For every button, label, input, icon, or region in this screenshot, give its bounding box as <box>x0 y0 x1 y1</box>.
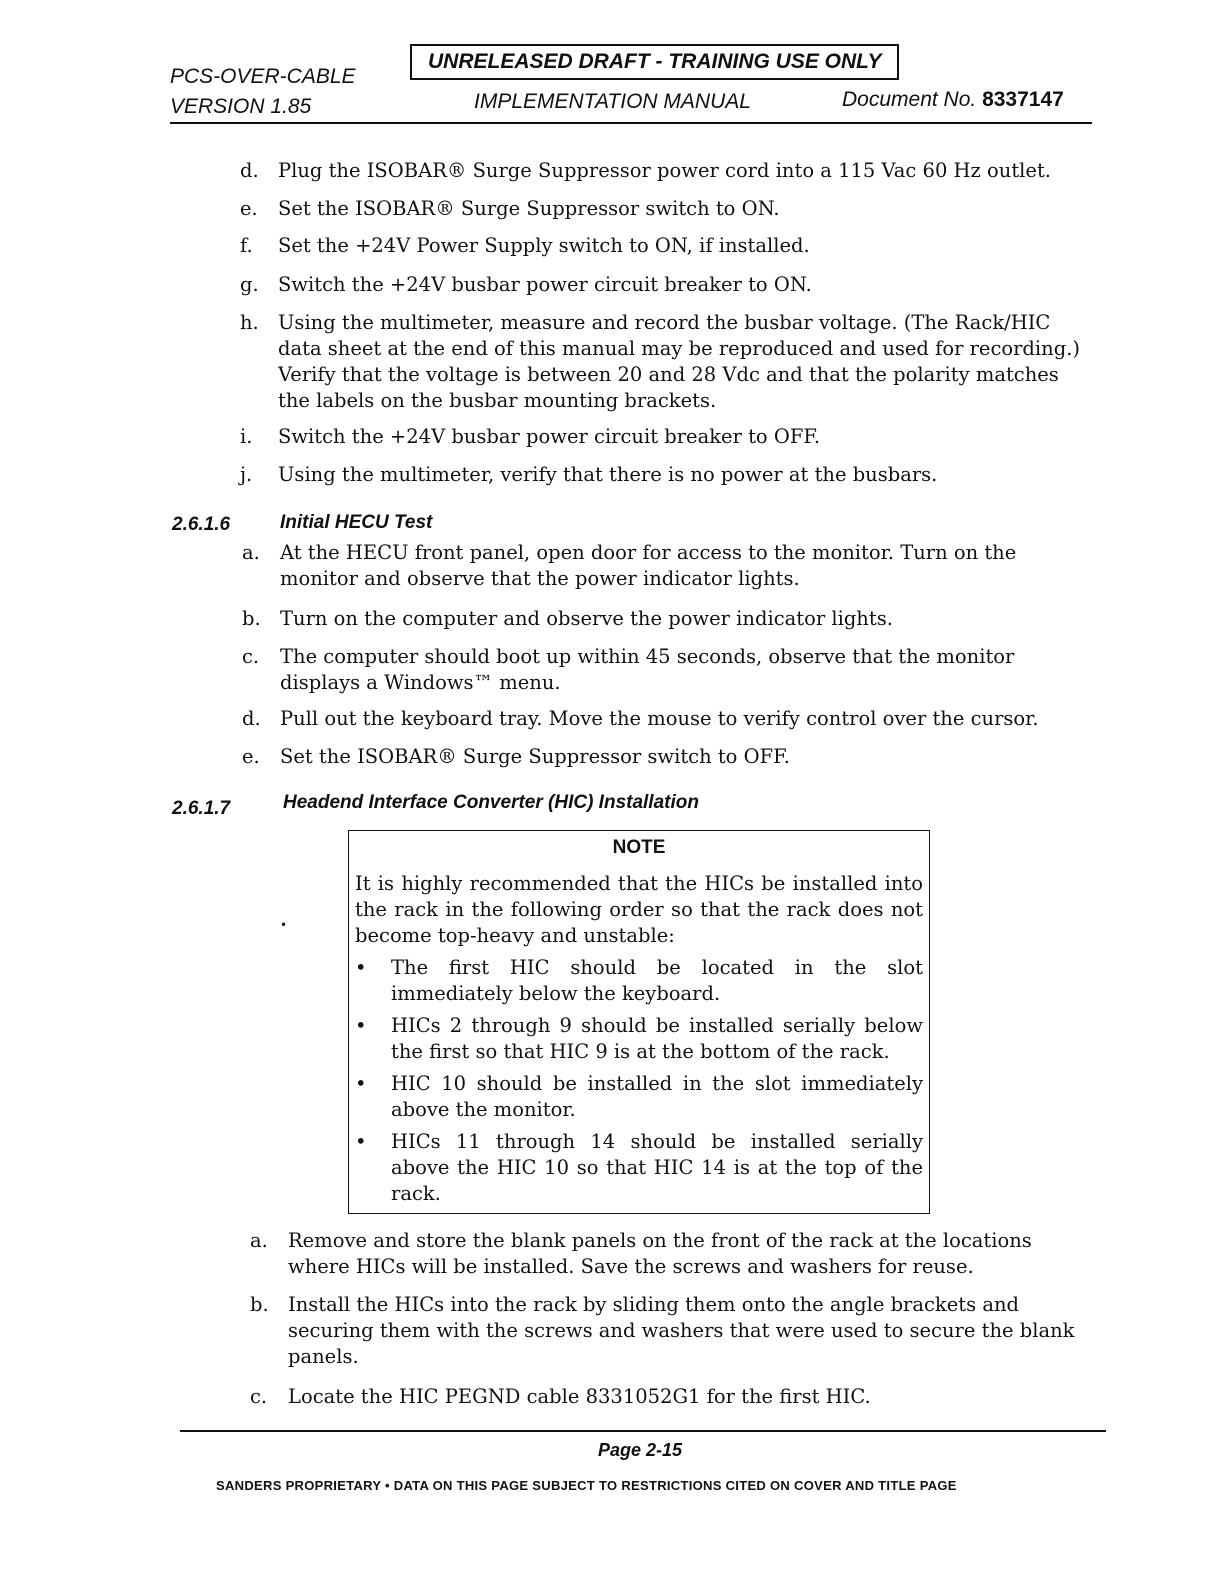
section-title: Initial HECU Test <box>280 512 433 533</box>
note-bullet <box>355 955 923 1007</box>
section-title: Headend Interface Converter (HIC) Installation <box>283 792 699 813</box>
list-item <box>242 644 1042 696</box>
step-label: e. <box>240 197 258 220</box>
step-text: Set the +24V Power Supply switch to ON, if installed. <box>278 234 810 257</box>
header-product: PCS-OVER-CABLE <box>170 65 356 88</box>
list-item <box>240 310 1088 414</box>
list-item <box>250 1292 1090 1370</box>
note-bullet-text: The first HIC should be located in the slot immediately below the keyboard. <box>391 956 923 1005</box>
note-intro: It is highly recommended that the HICs be installed into the rack in the following order so that the rack does not become top-heavy and unstable: <box>355 872 923 947</box>
list-item <box>250 1384 1090 1410</box>
step-text: Switch the +24V busbar power circuit breaker to ON. <box>278 273 812 296</box>
section-number: 2.6.1.6 <box>172 514 231 535</box>
document-number <box>842 88 1064 112</box>
manual-title: IMPLEMENTATION MANUAL <box>474 90 751 113</box>
note-title: NOTE <box>612 837 666 858</box>
bullet-icon: • <box>355 956 367 979</box>
step-label: e. <box>242 745 260 768</box>
note-box <box>348 830 930 1214</box>
step-text: Remove and store the blank panels on the front of the rack at the locations where HICs will be installed. Save the screws and washers for reuse. <box>288 1229 1032 1278</box>
note-bullet <box>355 1071 923 1123</box>
page-number: Page 2-15 <box>598 1440 683 1460</box>
step-text: Switch the +24V busbar power circuit breaker to OFF. <box>278 425 821 448</box>
step-label: j. <box>240 463 253 486</box>
header-version: VERSION 1.85 <box>170 95 312 118</box>
step-label: i. <box>240 425 253 448</box>
draft-notice: UNRELEASED DRAFT - TRAINING USE ONLY <box>428 50 882 73</box>
note-bullet-text: HICs 2 through 9 should be installed serially below the first so that HIC 9 is at the bottom of the rack. <box>391 1014 923 1063</box>
step-text: Locate the HIC PEGND cable 8331052G1 for the first HIC. <box>288 1385 871 1408</box>
note-bullet-text: HIC 10 should be installed in the slot immediately above the monitor. <box>391 1072 923 1121</box>
bullet-icon: • <box>355 1130 367 1153</box>
step-label: d. <box>242 707 261 730</box>
step-text: Turn on the computer and observe the power indicator lights. <box>280 607 893 630</box>
proprietary-notice: SANDERS PROPRIETARY • DATA ON THIS PAGE SUBJECT TO RESTRICTIONS CITED ON COVER AND TITLE PAGE <box>216 1478 957 1493</box>
bullet-icon: • <box>355 1014 367 1037</box>
header-rule <box>170 122 1092 124</box>
step-text: Pull out the keyboard tray. Move the mouse to verify control over the cursor. <box>280 707 1039 730</box>
step-label: c. <box>242 645 260 668</box>
document-number-value: 8337147 <box>982 88 1064 111</box>
list-item <box>240 158 1100 184</box>
list-item <box>240 196 1100 222</box>
footer-rule <box>180 1430 1106 1432</box>
list-item <box>240 424 1100 450</box>
note-bullet <box>355 1013 923 1065</box>
list-item <box>242 706 1072 732</box>
note-bullet-text: HICs 11 through 14 should be installed serially above the HIC 10 so that HIC 14 is at the top of the rack. <box>391 1130 923 1205</box>
note-bullet <box>355 1129 923 1207</box>
step-label: c. <box>250 1385 268 1408</box>
list-item <box>242 606 1062 632</box>
step-label: f. <box>240 234 253 257</box>
step-label: d. <box>240 159 259 182</box>
step-text: Set the ISOBAR® Surge Suppressor switch to ON. <box>278 197 780 220</box>
list-item <box>240 272 1100 298</box>
step-label: a. <box>242 541 260 564</box>
step-label: a. <box>250 1229 268 1252</box>
list-item <box>250 1228 1050 1280</box>
step-text: Install the HICs into the rack by sliding them onto the angle brackets and securing them with the screws and washers that were used to secure the blank panels. <box>288 1293 1075 1368</box>
step-text: Plug the ISOBAR® Surge Suppressor power cord into a 115 Vac 60 Hz outlet. <box>278 159 1051 182</box>
bullet-icon: • <box>355 1072 367 1095</box>
step-text: The computer should boot up within 45 seconds, observe that the monitor displays a Windows™ menu. <box>280 645 1015 694</box>
list-item <box>240 462 1100 488</box>
list-item <box>242 540 1062 592</box>
step-label: b. <box>242 607 261 630</box>
step-label: g. <box>240 273 259 296</box>
document-label: Document No. <box>842 88 977 111</box>
list-item <box>242 744 1072 770</box>
step-text: Using the multimeter, measure and record the busbar voltage. (The Rack/HIC data sheet at the end of this manual may be reproduced and used for recording.) Verify that the voltage is between 20 and 28 Vdc and that the polarity matches the labels on the busbar mounting brackets. <box>278 311 1080 412</box>
step-text: Using the multimeter, verify that there is no power at the busbars. <box>278 463 938 486</box>
section-number: 2.6.1.7 <box>172 798 231 819</box>
list-item <box>240 233 1100 259</box>
draft-notice-box <box>410 44 899 80</box>
step-label: b. <box>250 1293 269 1316</box>
step-text: Set the ISOBAR® Surge Suppressor switch to OFF. <box>280 745 790 768</box>
step-label: h. <box>240 311 259 334</box>
step-text: At the HECU front panel, open door for access to the monitor. Turn on the monitor and observe that the power indicator lights. <box>280 541 1017 590</box>
stray-mark: • <box>280 918 288 932</box>
